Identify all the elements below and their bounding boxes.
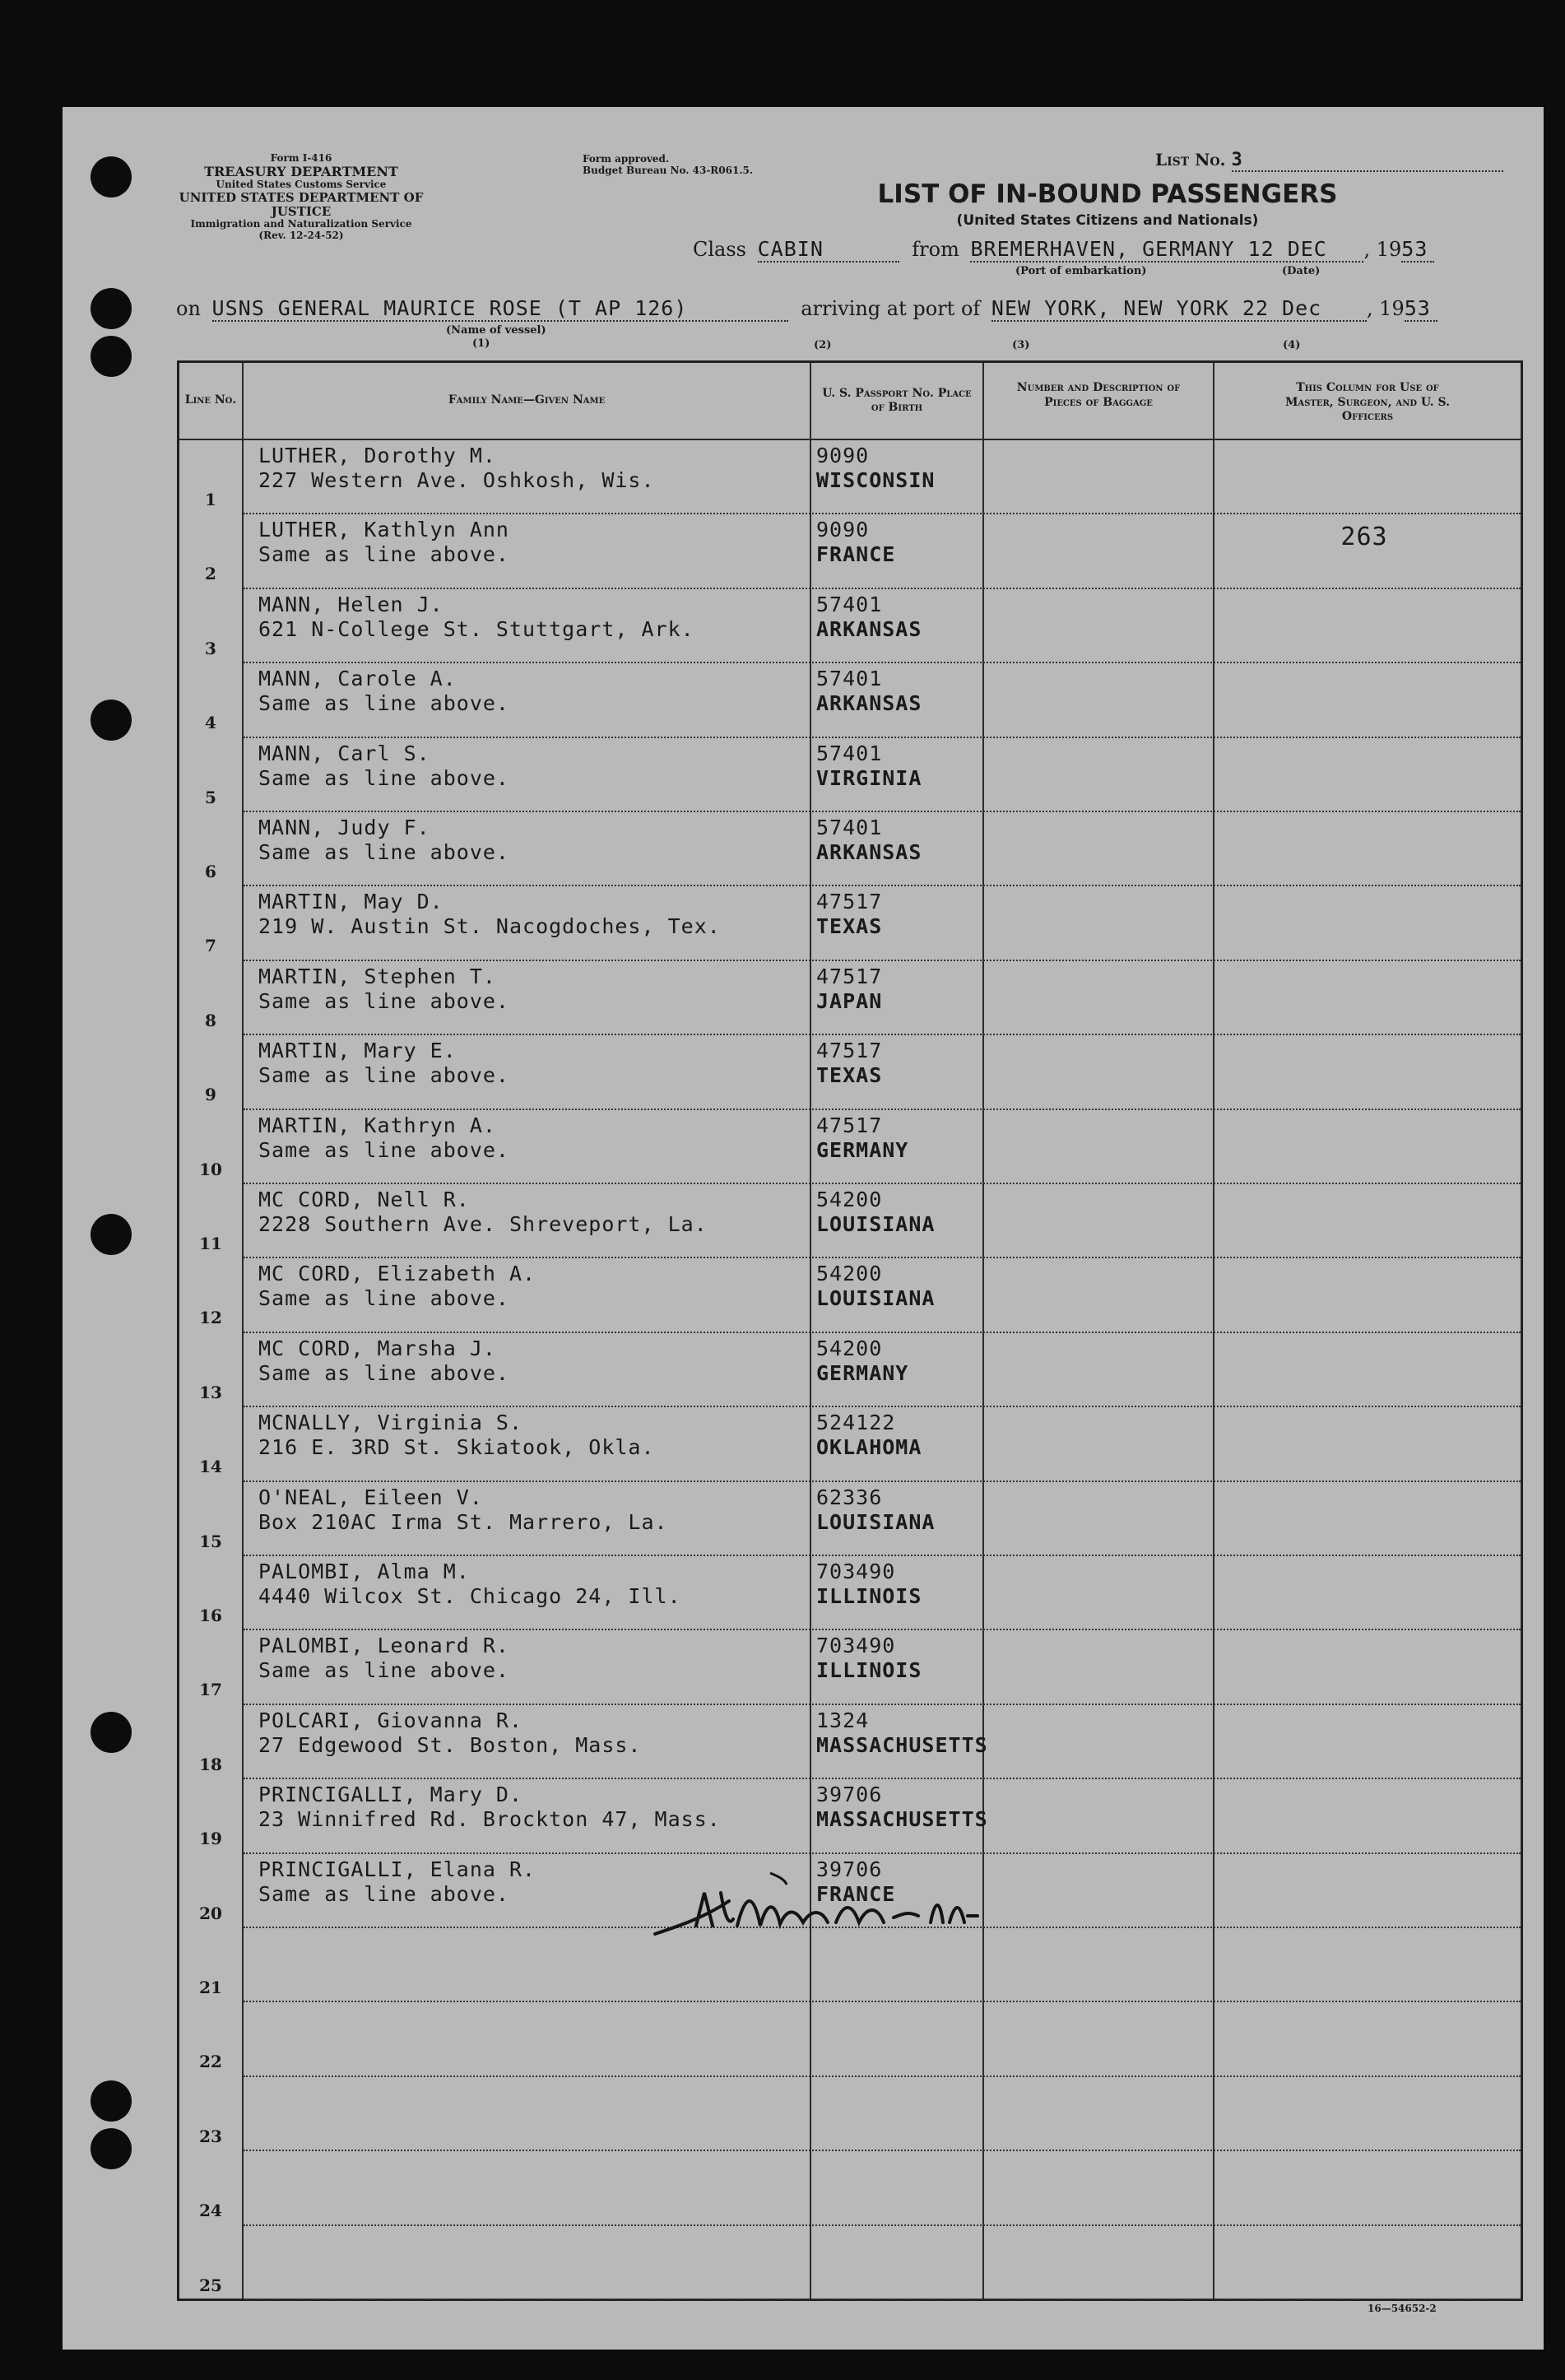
passenger-name: MARTIN, May D.: [258, 890, 443, 914]
table-row: [179, 1258, 1521, 1333]
passenger-name: LUTHER, Kathlyn Ann: [258, 518, 509, 542]
punch-hole: [91, 2080, 132, 2122]
table-row: [179, 589, 1521, 664]
passenger-address: 27 Edgewood St. Boston, Mass.: [258, 1732, 642, 1757]
punch-hole: [91, 700, 132, 741]
passenger-address: 216 E. 3RD St. Skiatook, Okla.: [258, 1435, 655, 1460]
table-row: [179, 961, 1521, 1036]
form-number: Form I-416: [270, 152, 332, 164]
punch-hole: [91, 2128, 132, 2169]
punch-hole: [91, 288, 132, 329]
punch-hole: [91, 1712, 132, 1753]
ins-service: Immigration and Naturalization Service: [190, 218, 412, 230]
line-number: 19: [199, 1829, 222, 1849]
punch-hole: [91, 1214, 132, 1255]
line-number: 17: [199, 1680, 222, 1700]
passenger-name: MANN, Carole A.: [258, 667, 457, 691]
line-number: 20: [199, 1903, 222, 1923]
punch-hole: [91, 336, 132, 377]
table-row: [179, 2226, 1521, 2301]
table-row: [179, 1035, 1521, 1110]
page-subtitle: (United States Citizens and Nationals): [956, 212, 1259, 229]
justice-dept: UNITED STATES DEPARTMENT OF JUSTICE: [179, 189, 424, 220]
date-caption: (Date): [1282, 265, 1321, 277]
passport-number: 47517: [816, 1039, 883, 1063]
col-header-passport: U. S. Passport No. Place of Birth: [822, 386, 972, 414]
line-number: 6: [205, 862, 216, 881]
line-number: 21: [199, 1978, 222, 1997]
passenger-name: PRINCIGALLI, Mary D.: [258, 1783, 523, 1807]
punch-hole: [91, 156, 132, 198]
class-from-line: [693, 237, 1524, 263]
from-label: from: [912, 238, 959, 261]
passenger-name: O'NEAL, Eileen V.: [258, 1485, 483, 1509]
passport-number: 703490: [816, 1560, 896, 1583]
passenger-address: Same as line above.: [258, 1063, 509, 1088]
arrival-year: 53: [1405, 296, 1437, 322]
passport-number: 47517: [816, 890, 883, 914]
table-row: [179, 886, 1521, 961]
line-number: 1: [205, 490, 216, 509]
passenger-address: Same as line above.: [258, 988, 509, 1013]
passport-number: 9090: [816, 518, 870, 542]
column-number-3: (3): [1012, 339, 1030, 351]
passport-number: 57401: [816, 667, 883, 691]
table-row: [179, 514, 1521, 589]
embarkation-value: BREMERHAVEN, GERMANY 12 DEC: [970, 237, 1363, 263]
column-number-2: (2): [814, 339, 832, 351]
table-row: [179, 2002, 1521, 2077]
table-row: [179, 2151, 1521, 2226]
list-number-block: [1155, 150, 1524, 172]
table-row: [179, 1779, 1521, 1854]
form-revision: (Rev. 12-24-52): [258, 230, 344, 242]
list-no-value: 3: [1232, 150, 1503, 172]
embarkation-year: 53: [1401, 237, 1434, 263]
place-of-birth: TEXAS: [816, 1063, 883, 1088]
line-number: 14: [199, 1457, 222, 1477]
passenger-address: Same as line above.: [258, 691, 509, 716]
table-row: [179, 1482, 1521, 1557]
passenger-name: MC CORD, Elizabeth A.: [258, 1262, 536, 1286]
class-value: CABIN: [758, 237, 899, 263]
line-number: 23: [199, 2126, 222, 2146]
passport-number: 1324: [816, 1708, 870, 1732]
table-row: [179, 1110, 1521, 1185]
passport-number: 54200: [816, 1188, 883, 1211]
on-label: on: [176, 297, 201, 320]
passport-number: 9090: [816, 444, 870, 467]
passenger-name: MARTIN, Mary E.: [258, 1039, 457, 1063]
passenger-address: Same as line above.: [258, 1658, 509, 1683]
passenger-address: Same as line above.: [258, 1360, 509, 1385]
table-row: [179, 812, 1521, 887]
passenger-name: MANN, Helen J.: [258, 592, 443, 616]
passenger-address: Same as line above.: [258, 542, 509, 567]
passport-number: 57401: [816, 741, 883, 765]
line-number: 13: [199, 1382, 222, 1402]
line-number: 11: [199, 1234, 222, 1253]
line-number: 4: [205, 713, 216, 733]
table-row: [179, 1407, 1521, 1482]
officer-note: 263: [1340, 523, 1388, 552]
passenger-address: Same as line above.: [258, 1286, 509, 1311]
passport-number: 703490: [816, 1634, 896, 1658]
place-of-birth: ILLINOIS: [816, 1584, 922, 1608]
place-of-birth: FRANCE: [816, 542, 896, 567]
passport-number: 57401: [816, 592, 883, 616]
table-row: [179, 1333, 1521, 1408]
line-number: 16: [199, 1606, 222, 1625]
line-number: 25: [199, 2275, 222, 2295]
place-of-birth: MASSACHUSETTS: [816, 1732, 988, 1757]
officer-signature: [647, 1868, 992, 1959]
line-number: 18: [199, 1754, 222, 1774]
table-row: [179, 663, 1521, 738]
passenger-name: MC CORD, Marsha J.: [258, 1336, 496, 1360]
approval-note: Form approved.: [583, 153, 670, 165]
budget-bureau: Budget Bureau No. 43-R061.5.: [583, 165, 754, 177]
passport-number: 524122: [816, 1411, 896, 1435]
approval-block: [583, 153, 753, 177]
port-embarkation-caption: (Port of embarkation): [1015, 265, 1147, 277]
place-of-birth: ARKANSAS: [816, 691, 922, 716]
passenger-name: PRINCIGALLI, Elana R.: [258, 1857, 536, 1881]
print-code: 16—54652-2: [1368, 2303, 1437, 2314]
passenger-name: MCNALLY, Virginia S.: [258, 1411, 523, 1435]
line-number: 7: [205, 936, 216, 956]
passenger-name: LUTHER, Dorothy M.: [258, 444, 496, 467]
passport-number: 47517: [816, 1113, 883, 1137]
passport-number: 54200: [816, 1336, 883, 1360]
passenger-address: Same as line above.: [258, 1137, 509, 1162]
page-title: LIST OF IN-BOUND PASSENGERS: [877, 179, 1338, 209]
place-of-birth: ARKANSAS: [816, 616, 922, 641]
place-of-birth: ILLINOIS: [816, 1658, 922, 1683]
place-of-birth: JAPAN: [816, 988, 883, 1013]
table-row: [179, 2077, 1521, 2152]
passenger-name: MANN, Judy F.: [258, 816, 430, 839]
vessel-arrival-line: [176, 296, 1526, 322]
passenger-name: MARTIN, Kathryn A.: [258, 1113, 496, 1137]
table-row: [179, 1184, 1521, 1259]
passport-number: 62336: [816, 1485, 883, 1509]
table-row: [179, 1630, 1521, 1705]
line-number: 15: [199, 1531, 222, 1551]
place-of-birth: LOUISIANA: [816, 1212, 936, 1236]
passenger-name: MARTIN, Stephen T.: [258, 964, 496, 988]
place-of-birth: LOUISIANA: [816, 1509, 936, 1534]
place-of-birth: OKLAHOMA: [816, 1435, 922, 1460]
passenger-name: MC CORD, Nell R.: [258, 1188, 470, 1211]
customs-service: United States Customs Service: [216, 179, 387, 191]
table-row: [179, 1556, 1521, 1631]
table-row: [179, 1705, 1521, 1780]
passport-number: 39706: [816, 1857, 883, 1881]
passenger-address: 4440 Wilcox St. Chicago 24, Ill.: [258, 1584, 681, 1608]
place-of-birth: GERMANY: [816, 1137, 909, 1162]
passenger-address: Same as line above.: [258, 840, 509, 864]
passenger-name: PALOMBI, Alma M.: [258, 1560, 470, 1583]
line-number: 8: [205, 1010, 216, 1030]
vessel-caption: (Name of vessel): [446, 324, 546, 337]
passport-number: 39706: [816, 1783, 883, 1807]
line-number: 9: [205, 1085, 216, 1105]
passenger-address: 23 Winnifred Rd. Brockton 47, Mass.: [258, 1807, 721, 1832]
place-of-birth: GERMANY: [816, 1360, 909, 1385]
place-of-birth: VIRGINIA: [816, 765, 922, 790]
form-agency-block: [161, 153, 441, 242]
passenger-address: 219 W. Austin St. Nacogdoches, Tex.: [258, 914, 721, 939]
passenger-address: 227 Western Ave. Oshkosh, Wis.: [258, 468, 655, 492]
place-of-birth: FRANCE: [816, 1881, 896, 1906]
column-number-1: (1): [472, 337, 490, 350]
class-label: Class: [693, 238, 746, 261]
passenger-address: Same as line above.: [258, 1881, 509, 1906]
passenger-table: [177, 360, 1523, 2301]
passenger-name: POLCARI, Giovanna R.: [258, 1708, 523, 1732]
place-of-birth: MASSACHUSETTS: [816, 1807, 988, 1832]
list-no-label: List No.: [1155, 150, 1226, 170]
passenger-address: 621 N-College St. Stuttgart, Ark.: [258, 616, 694, 641]
arriving-label: arriving at port of: [801, 297, 981, 320]
document-sheet: [63, 107, 1544, 2350]
passport-number: 47517: [816, 964, 883, 988]
row-rule: [244, 2299, 1521, 2300]
year-prefix-2: , 19: [1366, 297, 1405, 320]
place-of-birth: TEXAS: [816, 914, 883, 939]
place-of-birth: WISCONSIN: [816, 468, 936, 492]
column-number-4: (4): [1283, 339, 1301, 351]
line-number: 2: [205, 564, 216, 584]
passport-number: 54200: [816, 1262, 883, 1286]
passenger-address: Box 210AC Irma St. Marrero, La.: [258, 1509, 668, 1534]
passenger-name: MANN, Carl S.: [258, 741, 430, 765]
line-number: 12: [199, 1308, 222, 1328]
year-prefix: , 19: [1363, 238, 1402, 261]
line-number: 22: [199, 2052, 222, 2072]
table-row: [179, 440, 1521, 515]
col-header-name: Family Name—Given Name: [448, 393, 606, 407]
place-of-birth: ARKANSAS: [816, 840, 922, 864]
passenger-address: 2228 Southern Ave. Shreveport, La.: [258, 1212, 708, 1236]
treasury-dept: TREASURY DEPARTMENT: [204, 163, 398, 179]
passenger-address: Same as line above.: [258, 765, 509, 790]
passport-number: 57401: [816, 816, 883, 839]
arrival-port-value: NEW YORK, NEW YORK 22 Dec: [991, 296, 1367, 322]
line-number: 24: [199, 2201, 222, 2221]
vessel-name: USNS GENERAL MAURICE ROSE (T AP 126): [212, 296, 788, 322]
line-number: 3: [205, 638, 216, 658]
table-row: [179, 738, 1521, 813]
place-of-birth: LOUISIANA: [816, 1286, 936, 1311]
line-number: 5: [205, 787, 216, 807]
col-header-baggage: Number and Description of Pieces of Baggage: [1016, 381, 1181, 409]
line-number: 10: [199, 1159, 222, 1179]
col-header-line-no: Line No.: [184, 393, 237, 407]
col-header-officers: This Column for Use of Master, Surgeon, and U. S. Officers: [1284, 381, 1451, 423]
passenger-name: PALOMBI, Leonard R.: [258, 1634, 509, 1658]
